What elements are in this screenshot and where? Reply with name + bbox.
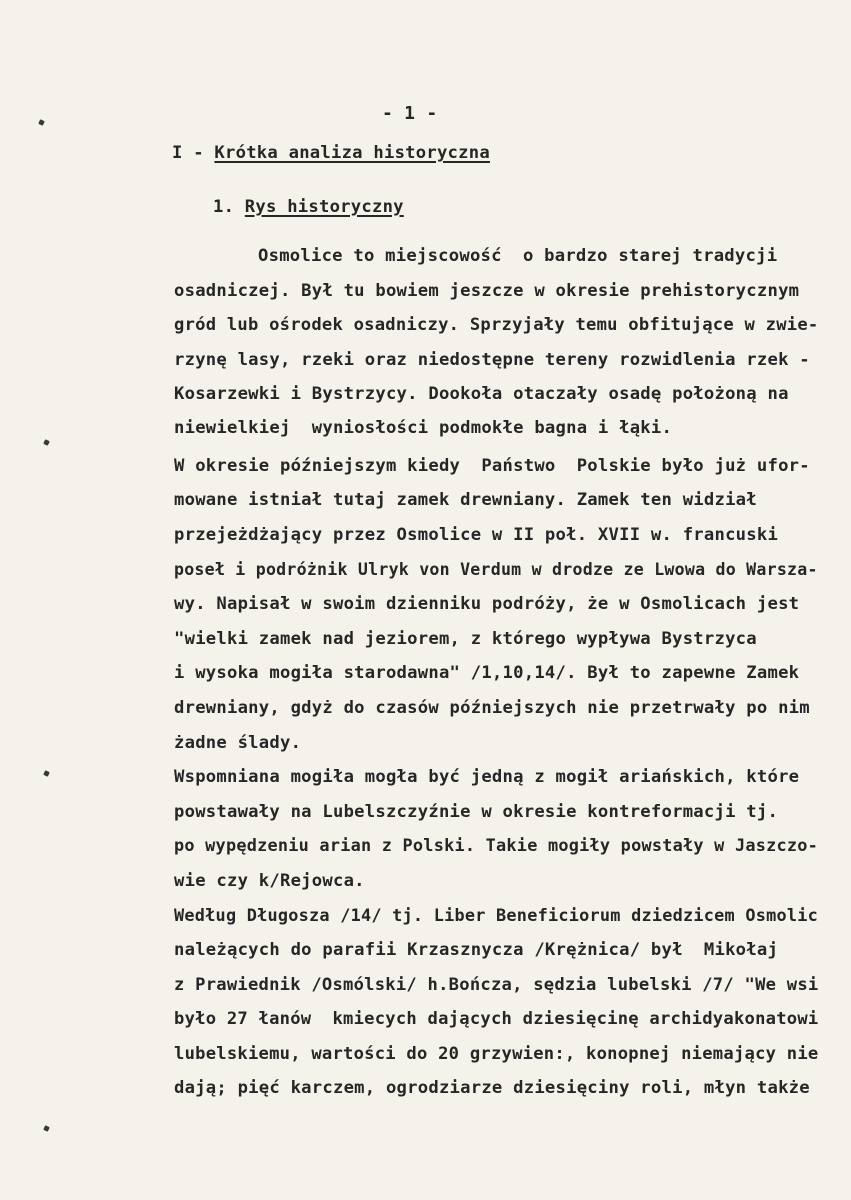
text-line: niewielkiej wyniosłości podmokłe bagna i łąki.: [174, 418, 673, 438]
subsection-title: Rys historyczny: [244, 197, 404, 217]
text-line: rzynę lasy, rzeki oraz niedostępne tereny rozwidlenia rzek -: [174, 350, 810, 370]
text-line: powstawały na Lubelszczyźnie w okresie kontreformacji tj.: [174, 802, 779, 822]
section-title: Krótka analiza historyczna: [214, 143, 490, 163]
margin-mark: [43, 439, 50, 446]
text-line: żadne ślady.: [174, 733, 302, 753]
text-line: wy. Napisał w swoim dzienniku podróży, że w Osmolicach jest: [174, 594, 800, 614]
text-line: lubelskiemu, wartości do 20 grzywien:, konopnej niemający nie: [174, 1044, 819, 1064]
page-number: - 1 -: [382, 103, 438, 124]
text-line: mowane istniał tutaj zamek drewniany. Zamek ten widział: [174, 490, 757, 510]
text-line: dają; pięć karczem, ogrodziarze dziesięciny roli, młyn także: [174, 1078, 810, 1098]
text-line: osadniczej. Był tu bowiem jeszcze w okresie prehistorycznym: [174, 281, 800, 301]
subsection-number: 1.: [213, 197, 245, 217]
margin-mark: [43, 770, 50, 777]
margin-mark: [38, 119, 45, 126]
text-line: Osmolice to miejscowość o bardzo starej tradycji: [258, 246, 778, 266]
text-line: W okresie późniejszym kiedy Państwo Polskie było już ufor-: [174, 456, 810, 476]
text-line: Kosarzewki i Bystrzycy. Dookoła otaczały osadę położoną na: [174, 384, 789, 404]
text-line: poseł i podróżnik Ulryk von Verdum w drodze ze Lwowa do Warsza-: [174, 560, 818, 580]
text-line: należących do parafii Krzasznycza /Krężnica/ był Mikołaj: [174, 940, 779, 960]
text-line: drewniany, gdyż do czasów późniejszych nie przetrwały po nim: [174, 698, 810, 718]
text-line: Według Długosza /14/ tj. Liber Beneficiorum dziedzicem Osmolic: [174, 906, 819, 926]
text-line: gród lub ośrodek osadniczy. Sprzyjały temu obfitujące w zwie-: [174, 315, 819, 335]
section-number: I -: [172, 143, 215, 163]
text-line: "wielki zamek nad jeziorem, z którego wypływa Bystrzyca: [174, 629, 757, 649]
subsection-heading: [213, 197, 404, 217]
text-line: wie czy k/Rejowca.: [174, 871, 365, 891]
text-line: z Prawiednik /Osmólski/ h.Bończa, sędzia lubelski /7/ "We wsi: [174, 975, 819, 995]
text-line: przejeżdżający przez Osmolice w II poł. XVII w. francuski: [174, 525, 779, 545]
margin-mark: [43, 1125, 50, 1132]
section-heading: [172, 143, 490, 163]
text-line: i wysoka mogiła starodawna" /1,10,14/. Był to zapewne Zamek: [174, 663, 800, 683]
text-line: Wspomniana mogiła mogła być jedną z mogił ariańskich, które: [174, 767, 800, 787]
text-line: po wypędzeniu arian z Polski. Takie mogiły powstały w Jaszczo-: [174, 836, 819, 856]
text-line: było 27 łanów kmiecych dających dziesięcinę archidyakonatowi: [174, 1009, 819, 1029]
